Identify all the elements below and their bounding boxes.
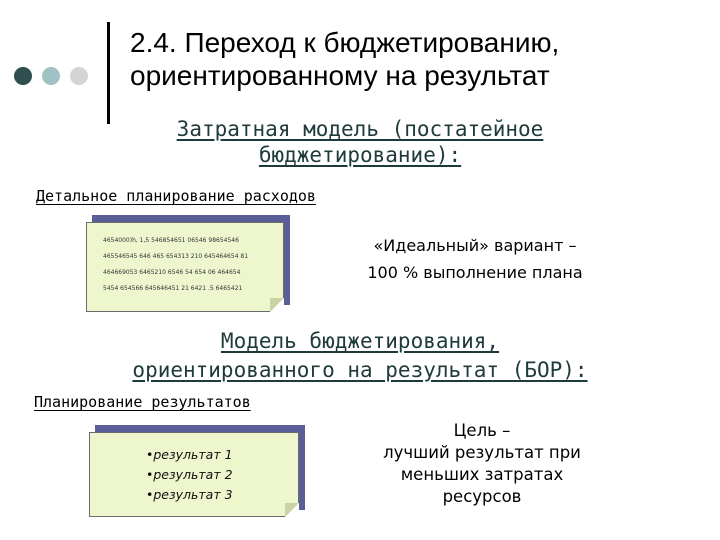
- note-line: 4654000)h, 1,5 546854651 06546 98654546: [103, 237, 239, 244]
- list-item: •результат 1: [146, 447, 233, 462]
- result-item: результат 3: [153, 487, 233, 502]
- goal-line-1: Цель –: [453, 421, 511, 440]
- decor-dot-dark-icon: [14, 67, 32, 85]
- bor-model-heading-line-1: Модель бюджетирования,: [220, 329, 500, 353]
- slide-title-line-2: ориентированному на результат: [130, 60, 550, 91]
- slide-title: [130, 26, 700, 92]
- goal-line-4: ресурсов: [442, 487, 522, 506]
- ideal-variant-line-2: 100 % выполнение плана: [367, 263, 583, 282]
- ideal-variant-line-1: «Идеальный» вариант –: [373, 236, 577, 255]
- results-list: [146, 445, 233, 505]
- goal-line-2: лучший результат при: [383, 443, 581, 462]
- list-item: •результат 2: [146, 467, 233, 482]
- ideal-variant-text: [320, 232, 630, 286]
- results-planning-label: Планирование результатов: [34, 393, 251, 411]
- title-divider: [107, 22, 110, 124]
- results-note: [89, 432, 299, 517]
- slide-title-line-1: 2.4. Переход к бюджетированию,: [130, 27, 560, 58]
- decor-dot-light-icon: [70, 67, 88, 85]
- decor-dot-mid-icon: [42, 67, 60, 85]
- list-item: •результат 3: [146, 487, 233, 502]
- goal-line-3: меньших затратах: [400, 465, 564, 484]
- note-fold-icon: [285, 503, 299, 517]
- expense-note: [86, 222, 284, 312]
- cost-model-heading-line-1: Затратная модель (постатейное: [176, 117, 544, 141]
- note-line: 5454 654566 645646451 21 6421 .5 6465421: [103, 285, 243, 292]
- bor-model-heading: [60, 327, 660, 385]
- result-item: результат 2: [153, 467, 233, 482]
- cost-model-heading-line-2: бюджетирование):: [258, 143, 462, 167]
- bor-model-heading-line-2: ориентированного на результат (БОР):: [132, 358, 588, 382]
- cost-model-heading: [110, 116, 610, 168]
- note-line: 465546545 646 465 654313 210 645464654 81: [103, 253, 249, 260]
- detail-planning-label: Детальное планирование расходов: [36, 187, 316, 205]
- note-line: 464669053 6465210 6546 54 654 06 464654: [103, 269, 241, 276]
- goal-text: [332, 420, 632, 508]
- note-fold-icon: [270, 298, 284, 312]
- result-item: результат 1: [153, 447, 233, 462]
